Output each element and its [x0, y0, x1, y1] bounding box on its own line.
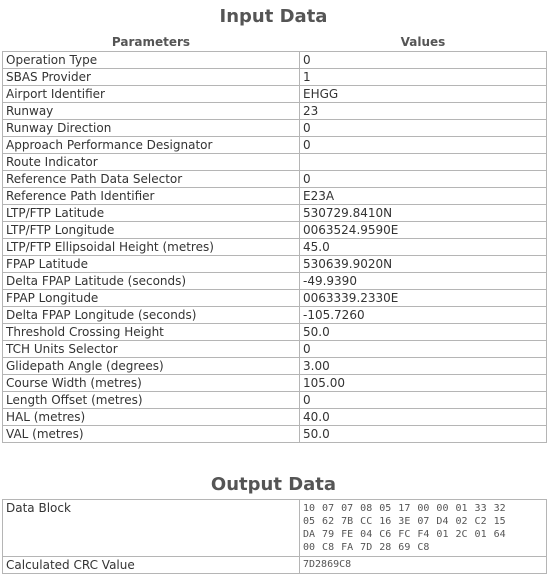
parameter-cell: Runway Direction — [3, 120, 300, 137]
input-table-body — [3, 52, 547, 443]
data-block-line: 05 62 7B CC 16 3E 07 D4 02 C2 15 — [303, 516, 506, 527]
data-block-line: DA 79 FE 04 C6 FC F4 01 2C 01 64 — [303, 529, 506, 540]
parameter-cell: VAL (metres) — [3, 426, 300, 443]
data-block-value — [300, 500, 547, 557]
table-row — [3, 392, 547, 409]
input-data-table — [2, 34, 547, 443]
parameter-cell: LTP/FTP Longitude — [3, 222, 300, 239]
value-cell: 0 — [300, 52, 547, 69]
value-cell: 0 — [300, 392, 547, 409]
parameter-cell: FPAP Longitude — [3, 290, 300, 307]
parameter-cell: Delta FPAP Longitude (seconds) — [3, 307, 300, 324]
table-row — [3, 307, 547, 324]
crc-value: 7D2869C8 — [300, 557, 547, 574]
value-cell: 40.0 — [300, 409, 547, 426]
table-row — [3, 103, 547, 120]
table-row — [3, 120, 547, 137]
parameter-cell: Reference Path Identifier — [3, 188, 300, 205]
table-row — [3, 358, 547, 375]
value-cell: 0 — [300, 341, 547, 358]
parameter-cell: Glidepath Angle (degrees) — [3, 358, 300, 375]
value-cell: 0063524.9590E — [300, 222, 547, 239]
input-header-row — [3, 34, 547, 52]
value-cell: 530639.9020N — [300, 256, 547, 273]
value-cell: 0 — [300, 137, 547, 154]
value-cell: 105.00 — [300, 375, 547, 392]
data-block-row — [3, 500, 547, 557]
data-block-line: 10 07 07 08 05 17 00 00 01 33 32 — [303, 503, 506, 514]
table-row — [3, 52, 547, 69]
parameter-cell: SBAS Provider — [3, 69, 300, 86]
table-row — [3, 324, 547, 341]
value-cell: 45.0 — [300, 239, 547, 256]
input-data-title: Input Data — [219, 6, 328, 27]
value-cell: 23 — [300, 103, 547, 120]
table-row — [3, 188, 547, 205]
parameter-cell: Approach Performance Designator — [3, 137, 300, 154]
crc-label: Calculated CRC Value — [3, 557, 300, 574]
table-row — [3, 409, 547, 426]
table-row — [3, 171, 547, 188]
table-row — [3, 86, 547, 103]
parameter-cell: Course Width (metres) — [3, 375, 300, 392]
table-row — [3, 69, 547, 86]
crc-row — [3, 557, 547, 574]
parameter-cell: Reference Path Data Selector — [3, 171, 300, 188]
data-block-line: 00 C8 FA 7D 28 69 C8 — [303, 542, 430, 553]
output-data-title: Output Data — [210, 474, 337, 495]
output-data-table — [2, 499, 547, 574]
table-row — [3, 154, 547, 171]
value-cell: 3.00 — [300, 358, 547, 375]
value-cell: -105.7260 — [300, 307, 547, 324]
value-cell: 530729.8410N — [300, 205, 547, 222]
table-row — [3, 239, 547, 256]
value-cell: -49.9390 — [300, 273, 547, 290]
parameters-header: Parameters — [111, 35, 191, 49]
parameter-cell: TCH Units Selector — [3, 341, 300, 358]
parameter-cell: LTP/FTP Latitude — [3, 205, 300, 222]
value-cell: 1 — [300, 69, 547, 86]
parameter-cell: Route Indicator — [3, 154, 300, 171]
parameter-cell: Threshold Crossing Height — [3, 324, 300, 341]
value-cell: 0063339.2330E — [300, 290, 547, 307]
table-row — [3, 256, 547, 273]
value-cell — [300, 154, 547, 171]
parameter-cell: FPAP Latitude — [3, 256, 300, 273]
value-cell: 0 — [300, 171, 547, 188]
value-cell: EHGG — [300, 86, 547, 103]
parameter-cell: Runway — [3, 103, 300, 120]
table-row — [3, 341, 547, 358]
table-row — [3, 137, 547, 154]
parameter-cell: Length Offset (metres) — [3, 392, 300, 409]
parameter-cell: Airport Identifier — [3, 86, 300, 103]
parameter-cell: Delta FPAP Latitude (seconds) — [3, 273, 300, 290]
table-row — [3, 205, 547, 222]
value-cell: 50.0 — [300, 324, 547, 341]
data-block-label: Data Block — [3, 500, 300, 557]
table-row — [3, 222, 547, 239]
parameter-cell: LTP/FTP Ellipsoidal Height (metres) — [3, 239, 300, 256]
parameter-cell: Operation Type — [3, 52, 300, 69]
parameter-cell: HAL (metres) — [3, 409, 300, 426]
table-row — [3, 273, 547, 290]
table-row — [3, 375, 547, 392]
value-cell: 50.0 — [300, 426, 547, 443]
value-cell: 0 — [300, 120, 547, 137]
table-row — [3, 290, 547, 307]
value-cell: E23A — [300, 188, 547, 205]
values-header: Values — [400, 35, 446, 49]
table-row — [3, 426, 547, 443]
